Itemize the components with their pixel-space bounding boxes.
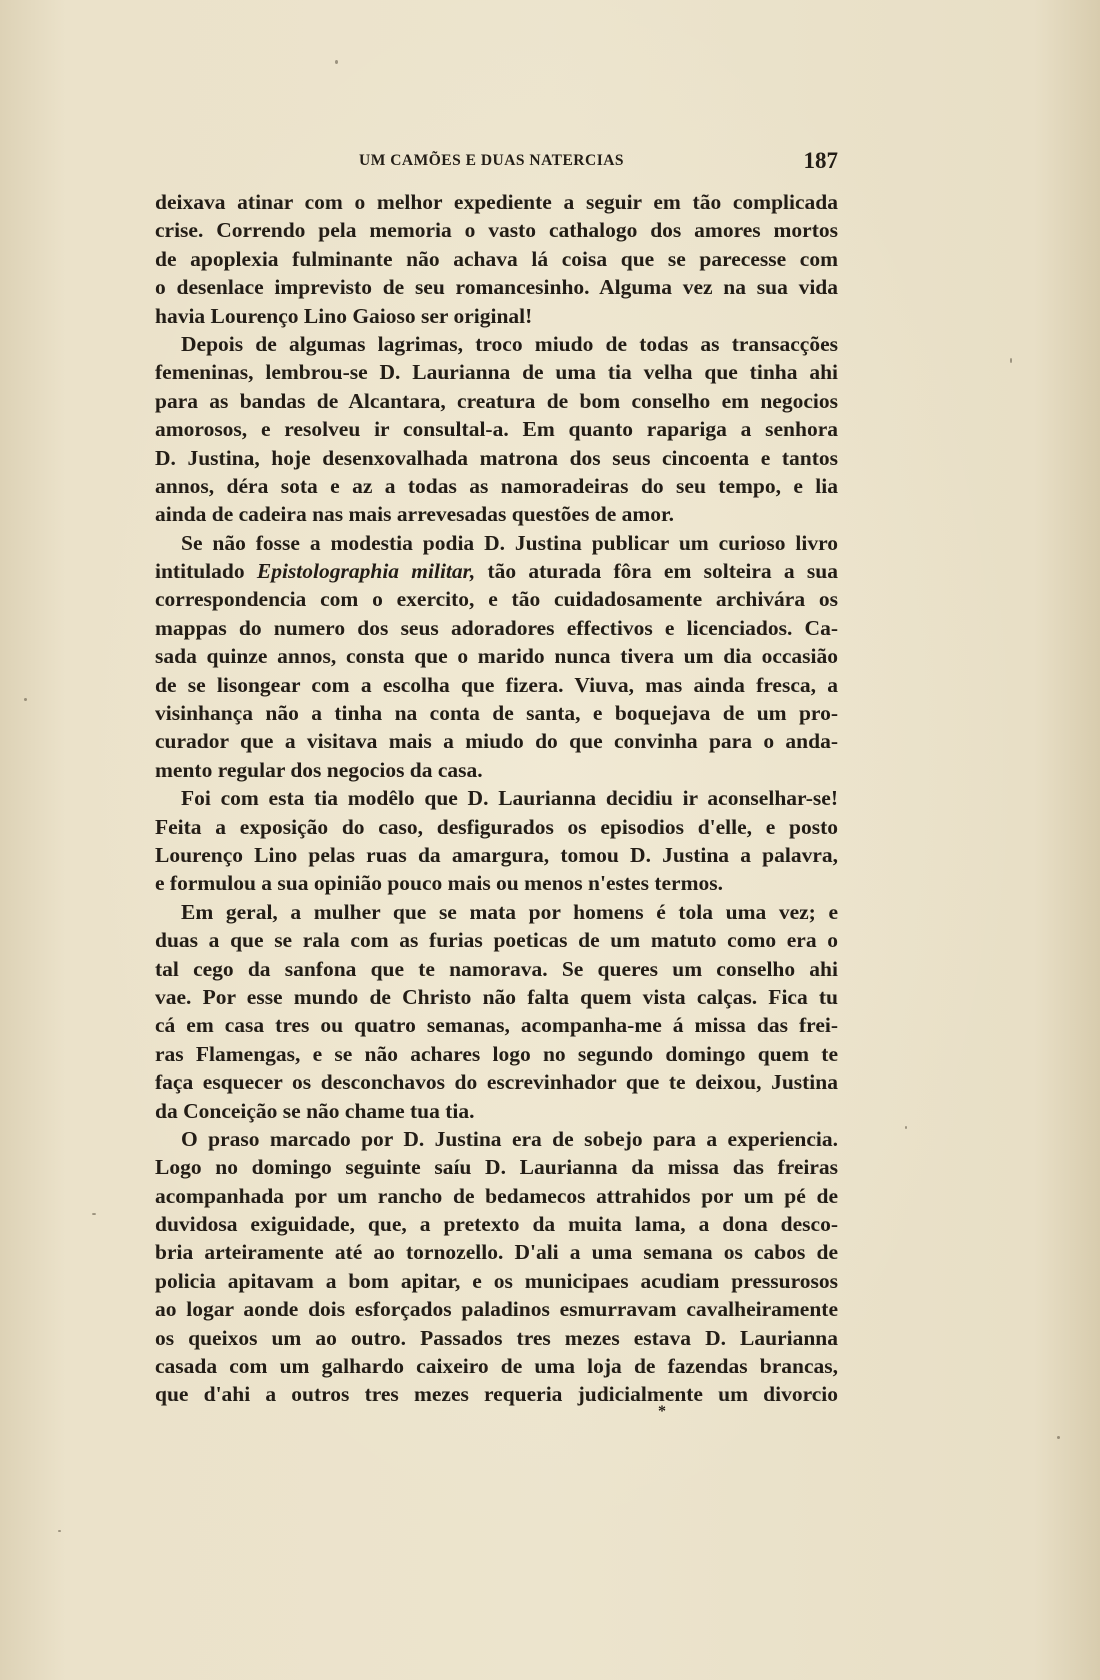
text-line: de se lisongear com a escolha que fizera. Viuva, mas ainda fresca, a xyxy=(155,672,838,697)
text-line: sada quinze annos, consta que o marido nunca tivera um dia occasião xyxy=(155,644,838,669)
text-line: que d'ahi a outros tres mezes requeria judicialmente um divorcio xyxy=(155,1382,838,1407)
text-line: bria arteiramente até ao tornozello. D'ali a uma semana os cabos de xyxy=(155,1240,838,1265)
text-line: Lourenço Lino pelas ruas da amargura, tomou D. Justina a palavra, xyxy=(155,842,838,867)
text-line: para as bandas de Alcantara, creatura de bom conselho em negocios xyxy=(155,388,838,413)
text-line: acompanhada por um rancho de bedamecos attrahidos por um pé de xyxy=(155,1183,838,1208)
text-line: Depois de algumas lagrimas, troco miudo de todas as transacções xyxy=(181,331,838,356)
text-line: faça esquecer os desconchavos do escrevinhador que te deixou, Justina xyxy=(155,1070,838,1095)
body-text xyxy=(155,188,838,1409)
text-line: Foi com esta tia modêlo que D. Laurianna decidiu ir aconselhar-se! xyxy=(181,786,838,811)
paper-speck xyxy=(335,60,338,64)
text-line: femeninas, lembrou-se D. Laurianna de uma tia velha que tinha ahi xyxy=(155,360,838,385)
text-line: duvidosa exiguidade, que, a pretexto da muita lama, a dona desco- xyxy=(155,1212,838,1237)
text-line: duas a que se rala com as furias poeticas de um matuto como era o xyxy=(155,928,838,953)
text-line: de apoplexia fulminante não achava lá coisa que se parecesse com xyxy=(155,246,838,271)
paper-speck xyxy=(24,698,27,701)
paper-speck xyxy=(58,1530,61,1532)
text-line: mento regular dos negocios da casa. xyxy=(155,757,483,782)
signature-mark: * xyxy=(658,1403,666,1420)
text-line: correspondencia com o exercito, e tão cuidadosamente archivára os xyxy=(155,587,838,612)
text-line: mappas do numero dos seus adoradores effectivos e licenciados. Ca- xyxy=(155,615,838,640)
running-title: UM CAMÕES E DUAS NATERCIAS xyxy=(359,152,625,169)
text-line: vae. Por esse mundo de Christo não falta quem vista calças. Fica tu xyxy=(155,984,838,1009)
text-segment: tão aturada fôra em solteira a sua xyxy=(487,559,838,584)
paper-speck xyxy=(1010,358,1012,363)
paper-speck xyxy=(1057,1436,1060,1439)
text-line: tal cego da sanfona que te namorava. Se queres um conselho ahi xyxy=(155,956,838,981)
paper-speck xyxy=(92,1213,96,1215)
text-line: os queixos um ao outro. Passados tres mezes estava D. Laurianna xyxy=(155,1325,838,1350)
text-line: e formulou a sua opinião pouco mais ou menos n'estes termos. xyxy=(155,871,723,896)
text-line: crise. Correndo pela memoria o vasto cathalogo dos amores mortos xyxy=(155,218,838,243)
text-line: policia apitavam a bom apitar, e os municipaes acudiam pressurosos xyxy=(155,1268,838,1293)
text-line: havia Lourenço Lino Gaioso ser original! xyxy=(155,303,533,328)
paper-speck xyxy=(905,1126,907,1129)
text-line: curador que a visitava mais a miudo do que convinha para o anda- xyxy=(155,729,838,754)
text-line: ras Flamengas, e se não achares logo no segundo domingo quem te xyxy=(155,1041,838,1066)
text-line: casada com um galhardo caixeiro de uma loja de fazendas brancas, xyxy=(155,1354,838,1379)
text-line: Feita a exposição do caso, desfigurados os episodios d'elle, e posto xyxy=(155,814,838,839)
text-line: da Conceição se não chame tua tia. xyxy=(155,1098,475,1123)
text-line: D. Justina, hoje desenxovalhada matrona dos seus cincoenta e tantos xyxy=(155,445,838,470)
text-line: Logo no domingo seguinte saíu D. Laurianna da missa das freiras xyxy=(155,1155,838,1180)
text-line: O praso marcado por D. Justina era de sobejo para a experiencia. xyxy=(181,1126,838,1151)
text-line: amorosos, e resolveu ir consultal-a. Em quanto rapariga a senhora xyxy=(155,417,838,442)
text-line: ainda de cadeira nas mais arrevesadas questões de amor. xyxy=(155,502,674,527)
text-line: visinhança não a tinha na conta de santa, e boquejava de um pro- xyxy=(155,701,838,726)
text-line-mixed xyxy=(155,557,838,585)
italic-book-title: Epistolographia militar, xyxy=(256,559,476,584)
text-line: Se não fosse a modestia podia D. Justina publicar um curioso livro xyxy=(181,530,838,555)
running-head xyxy=(155,148,838,178)
text-segment: intitulado xyxy=(155,559,245,584)
text-line: Em geral, a mulher que se mata por homens é tola uma vez; e xyxy=(181,899,838,924)
page-number: 187 xyxy=(803,148,838,173)
text-line: annos, déra sota e az a todas as namoradeiras do seu tempo, e lia xyxy=(155,473,838,498)
text-line: cá em casa tres ou quatro semanas, acompanha-me á missa das frei- xyxy=(155,1013,838,1038)
text-line: o desenlace imprevisto de seu romancesinho. Alguma vez na sua vida xyxy=(155,275,838,300)
text-line: deixava atinar com o melhor expediente a seguir em tão complicada xyxy=(155,190,838,214)
text-line: ao logar aonde dois esforçados paladinos esmurravam cavalheiramente xyxy=(155,1297,838,1322)
